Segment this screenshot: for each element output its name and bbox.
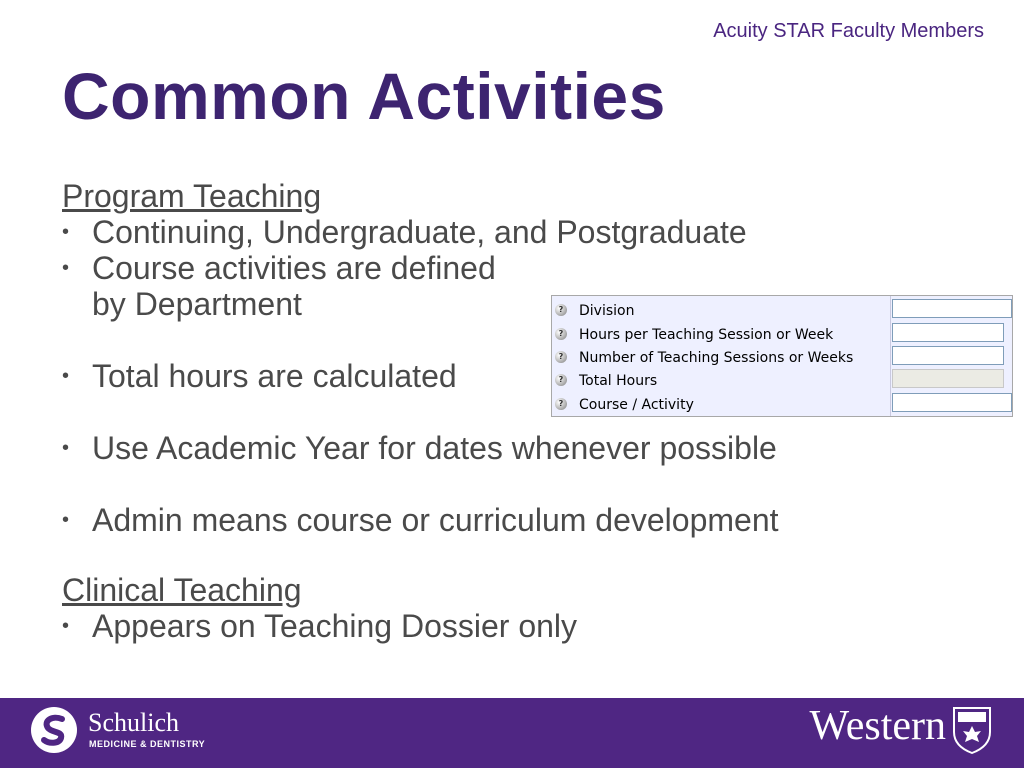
field-label: Total Hours [579, 373, 658, 389]
footer-bar [0, 698, 1024, 768]
hours-per-session-input[interactable] [892, 323, 1004, 342]
course-activity-input[interactable] [892, 393, 1012, 412]
slide-title: Common Activities [62, 59, 666, 133]
bullet-dot: • [62, 437, 70, 459]
western-crest-icon [952, 706, 992, 754]
bullet-dot: • [62, 509, 70, 531]
spacer [62, 538, 962, 572]
bullet-item [62, 250, 962, 286]
help-icon[interactable]: ? [555, 304, 567, 316]
help-icon[interactable]: ? [555, 351, 567, 363]
bullet-dot: • [62, 221, 70, 243]
bullet-text: Admin means course or curriculum development [92, 502, 779, 538]
field-label: Course / Activity [579, 397, 694, 413]
bullet-item [62, 608, 962, 644]
form-row-division [552, 299, 1012, 322]
form-row-number-of-sessions [552, 346, 1012, 369]
help-icon[interactable]: ? [555, 398, 567, 410]
field-label: Number of Teaching Sessions or Weeks [579, 350, 854, 366]
bullet-dot: • [62, 257, 70, 279]
bullet-item [62, 502, 962, 538]
field-label: Hours per Teaching Session or Week [579, 327, 834, 343]
bullet-text: Total hours are calculated [92, 358, 457, 394]
bullet-dot: • [62, 365, 70, 387]
spacer [62, 466, 962, 502]
bullet-indent [62, 286, 92, 322]
bullet-text: by Department [92, 286, 302, 322]
form-row-course-activity [552, 393, 1012, 416]
help-icon[interactable]: ? [555, 374, 567, 386]
bullet-text: Use Academic Year for dates whenever possible [92, 430, 777, 466]
section-heading-program-teaching: Program Teaching [62, 178, 322, 214]
header-label: Acuity STAR Faculty Members [713, 20, 984, 42]
number-of-sessions-input[interactable] [892, 346, 1004, 365]
form-screenshot-panel [551, 295, 1013, 417]
form-row-hours-per-session [552, 323, 1012, 346]
field-label: Division [579, 303, 635, 319]
total-hours-readonly-field [892, 369, 1004, 388]
schulich-logo-name: Schulich [88, 708, 179, 737]
division-input[interactable] [892, 299, 1012, 318]
schulich-logo-subtitle: MEDICINE & DENTISTRY [89, 739, 206, 749]
bullet-dot: • [62, 615, 70, 637]
bullet-text: Course activities are defined [92, 250, 496, 286]
help-icon[interactable]: ? [555, 328, 567, 340]
section-heading-clinical-teaching: Clinical Teaching [62, 572, 302, 608]
bullet-item [62, 430, 962, 466]
schulich-logo-icon [30, 706, 78, 754]
bullet-text: Continuing, Undergraduate, and Postgraduate [92, 214, 747, 250]
bullet-item [62, 214, 962, 250]
bullet-text: Appears on Teaching Dossier only [92, 608, 578, 644]
form-row-total-hours [552, 369, 1012, 392]
western-logo-name: Western [809, 703, 946, 749]
